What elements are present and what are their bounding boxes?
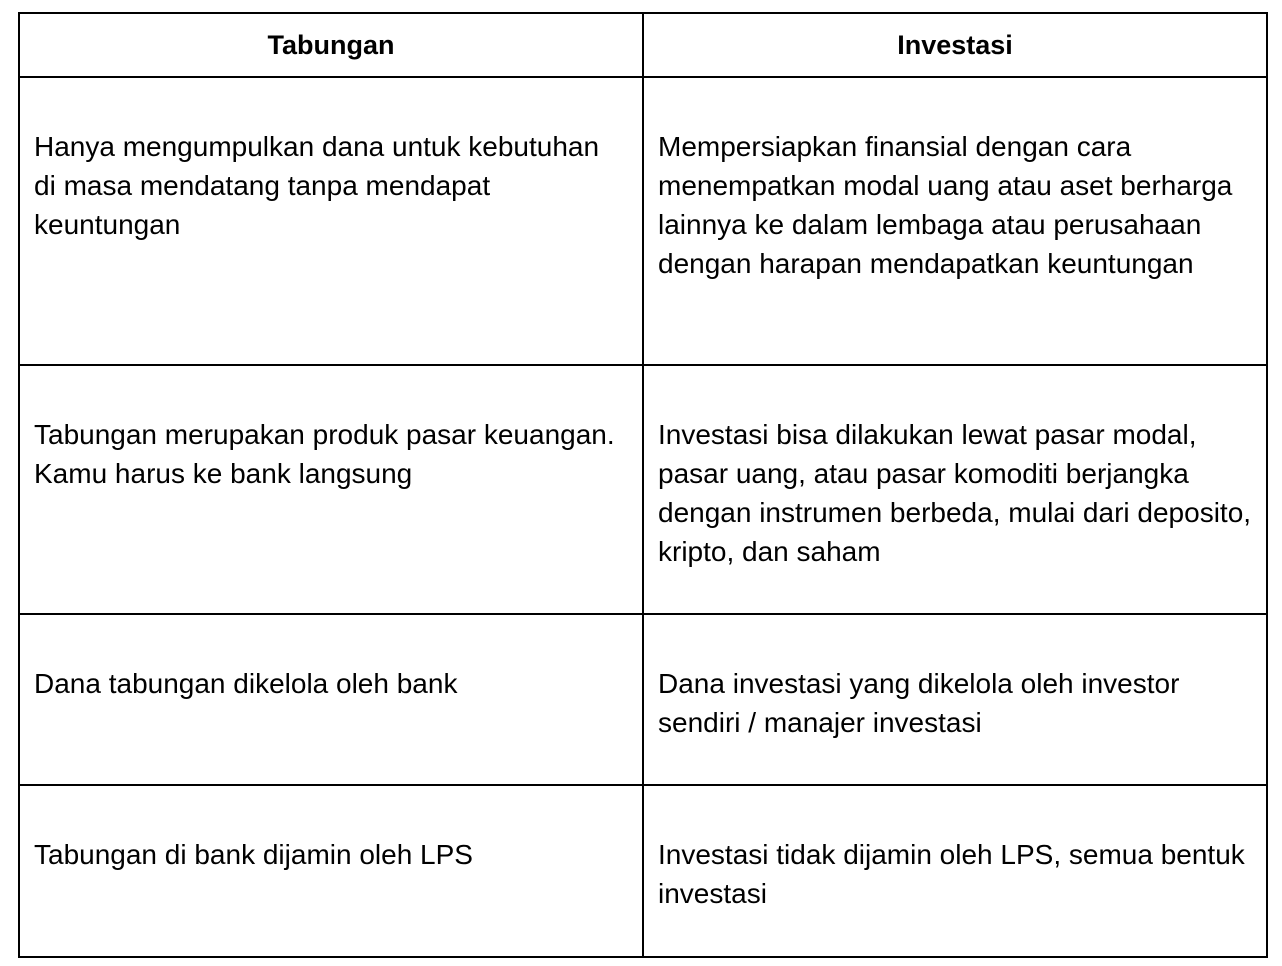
investasi-cell: Investasi tidak dijamin oleh LPS, semua bentuk investasi	[643, 785, 1267, 957]
table-row	[19, 365, 1267, 614]
tabungan-cell: Dana tabungan dikelola oleh bank	[19, 614, 643, 785]
column-header-tabungan: Tabungan	[19, 13, 643, 77]
table-row	[19, 77, 1267, 365]
investasi-cell: Dana investasi yang dikelola oleh investor sendiri / manajer investasi	[643, 614, 1267, 785]
tabungan-cell: Tabungan merupakan produk pasar keuangan. Kamu harus ke bank langsung	[19, 365, 643, 614]
tabungan-cell: Hanya mengumpulkan dana untuk kebutuhan di masa mendatang tanpa mendapat keuntungan	[19, 77, 643, 365]
investasi-cell: Investasi bisa dilakukan lewat pasar modal, pasar uang, atau pasar komoditi berjangka dengan instrumen berbeda, mulai dari deposito, kripto, dan saham	[643, 365, 1267, 614]
comparison-table	[18, 12, 1268, 958]
table-row	[19, 785, 1267, 957]
investasi-cell: Mempersiapkan finansial dengan cara menempatkan modal uang atau aset berharga lainnya ke dalam lembaga atau perusahaan dengan harapan mendapatkan keuntungan	[643, 77, 1267, 365]
tabungan-cell: Tabungan di bank dijamin oleh LPS	[19, 785, 643, 957]
table-header-row	[19, 13, 1267, 77]
column-header-investasi: Investasi	[643, 13, 1267, 77]
table-row	[19, 614, 1267, 785]
